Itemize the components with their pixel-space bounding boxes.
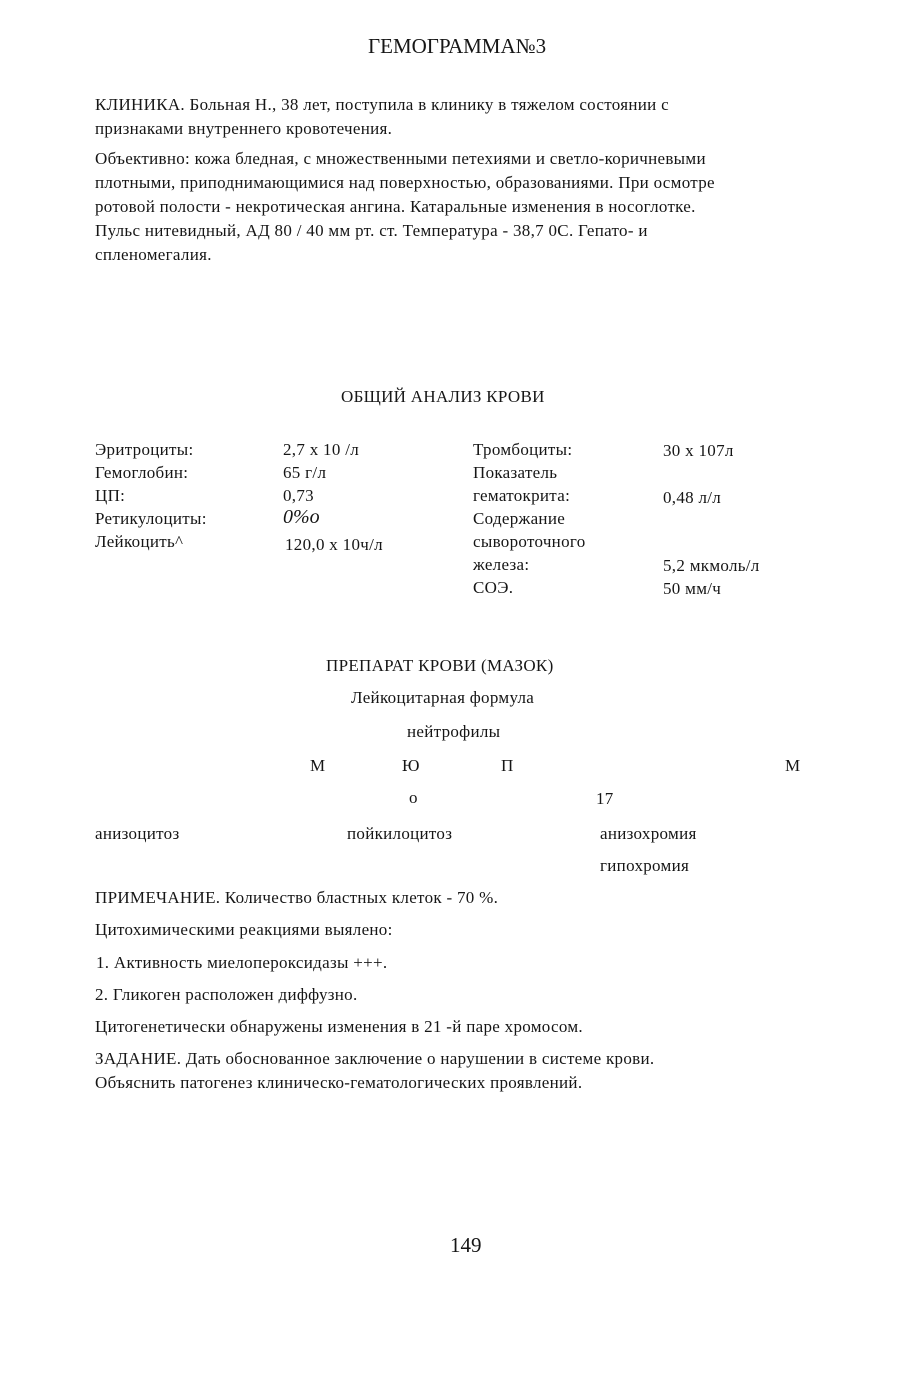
color-index-label: ЦП: (95, 486, 126, 505)
neutrophils-label: нейтрофилы (407, 722, 501, 741)
anisochromia-label: анизохромия (600, 824, 697, 843)
anisocytosis-label: анизоцитоз (95, 824, 180, 843)
clinic-line: КЛИНИКА. Больная Н., 38 лет, поступила в клинику в тяжелом состоянии с (95, 95, 669, 114)
smear-heading: ПРЕПАРАТ КРОВИ (МАЗОК) (326, 656, 554, 675)
objective-line: ротовой полости - некротическая ангина. Катаральные изменения в носоглотке. (95, 197, 696, 216)
objective-line: Пульс нитевидный, АД 80 / 40 мм рт. ст. Температура - 38,7 0С. Гепато- и (95, 221, 648, 240)
task-paragraph (95, 1047, 835, 1095)
serum-iron-label-line3: железа: (473, 555, 530, 574)
formula-col-myelocytes: М (310, 756, 326, 775)
task-line: Объяснить патогенез клиническо-гематологических проявлений. (95, 1073, 583, 1092)
formula-col-juvenile: Ю (402, 756, 420, 775)
formula-value-o: о (409, 788, 418, 807)
page-title: ГЕМОГРАММА№3 (368, 34, 547, 58)
formula-col-monocytes: М (785, 756, 801, 775)
serum-iron-label-line1: Содержание (473, 509, 566, 528)
hematocrit-label-line1: Показатель (473, 463, 558, 482)
cytochem-intro: Цитохимическими реакциями выялено: (95, 920, 393, 939)
rbc-value: 2,7 х 10 /л (283, 440, 360, 459)
objective-line: плотными, приподнимающимися над поверхностью, образованиями. При осмотре (95, 173, 715, 192)
esr-value: 50 мм/ч (663, 579, 722, 598)
color-index-value: 0,73 (283, 486, 314, 505)
page-number: 149 (450, 1233, 482, 1257)
blood-analysis-heading: ОБЩИЙ АНАЛИЗ КРОВИ (341, 387, 545, 406)
leukocyte-formula-heading: Лейкоцитарная формула (351, 688, 535, 707)
hematocrit-label-line2: гематокрита: (473, 486, 571, 505)
rbc-label: Эритроциты: (95, 440, 194, 459)
cytochem-item-1: 1. Активность миелопероксидазы +++. (96, 953, 388, 972)
formula-col-band: П (501, 756, 514, 775)
reticulocytes-label: Ретикулоциты: (95, 509, 207, 528)
cytochem-item-2: 2. Гликоген расположен диффузно. (95, 985, 358, 1004)
serum-iron-label-line2: сывороточного (473, 532, 586, 551)
leukocytes-value: 120,0 х 10ч/л (285, 535, 383, 554)
platelets-value: 30 х 107л (663, 441, 734, 460)
formula-value-17: 17 (596, 789, 614, 808)
hypochromia-label: гипохромия (600, 856, 690, 875)
hemoglobin-label: Гемоглобин: (95, 463, 189, 482)
leukocytes-label: Лейкоцить^ (95, 532, 184, 551)
objective-line: Объективно: кожа бледная, с множественными петехиями и светло-коричневыми (95, 149, 706, 168)
platelets-label: Тромбоциты: (473, 440, 573, 459)
cytogenetics-note: Цитогенетически обнаружены изменения в 21 -й паре хромосом. (95, 1017, 583, 1036)
serum-iron-value: 5,2 мкмоль/л (663, 556, 760, 575)
hematocrit-value: 0,48 л/л (663, 488, 722, 507)
clinic-line: признаками внутреннего кровотечения. (95, 119, 393, 138)
esr-label: СОЭ. (473, 578, 514, 597)
task-line: ЗАДАНИЕ. Дать обоснованное заключение о нарушении в системе крови. (95, 1049, 655, 1068)
reticulocytes-value: 0%о (283, 506, 320, 528)
objective-line: спленомегалия. (95, 245, 212, 264)
clinic-paragraph (95, 93, 835, 141)
poikilocytosis-label: пойкилоцитоз (347, 824, 453, 843)
note-blasts: ПРИМЕЧАНИЕ. Количество бластных клеток - 70 %. (95, 888, 499, 907)
objective-paragraph (95, 147, 835, 267)
hemoglobin-value: 65 г/л (283, 463, 327, 482)
